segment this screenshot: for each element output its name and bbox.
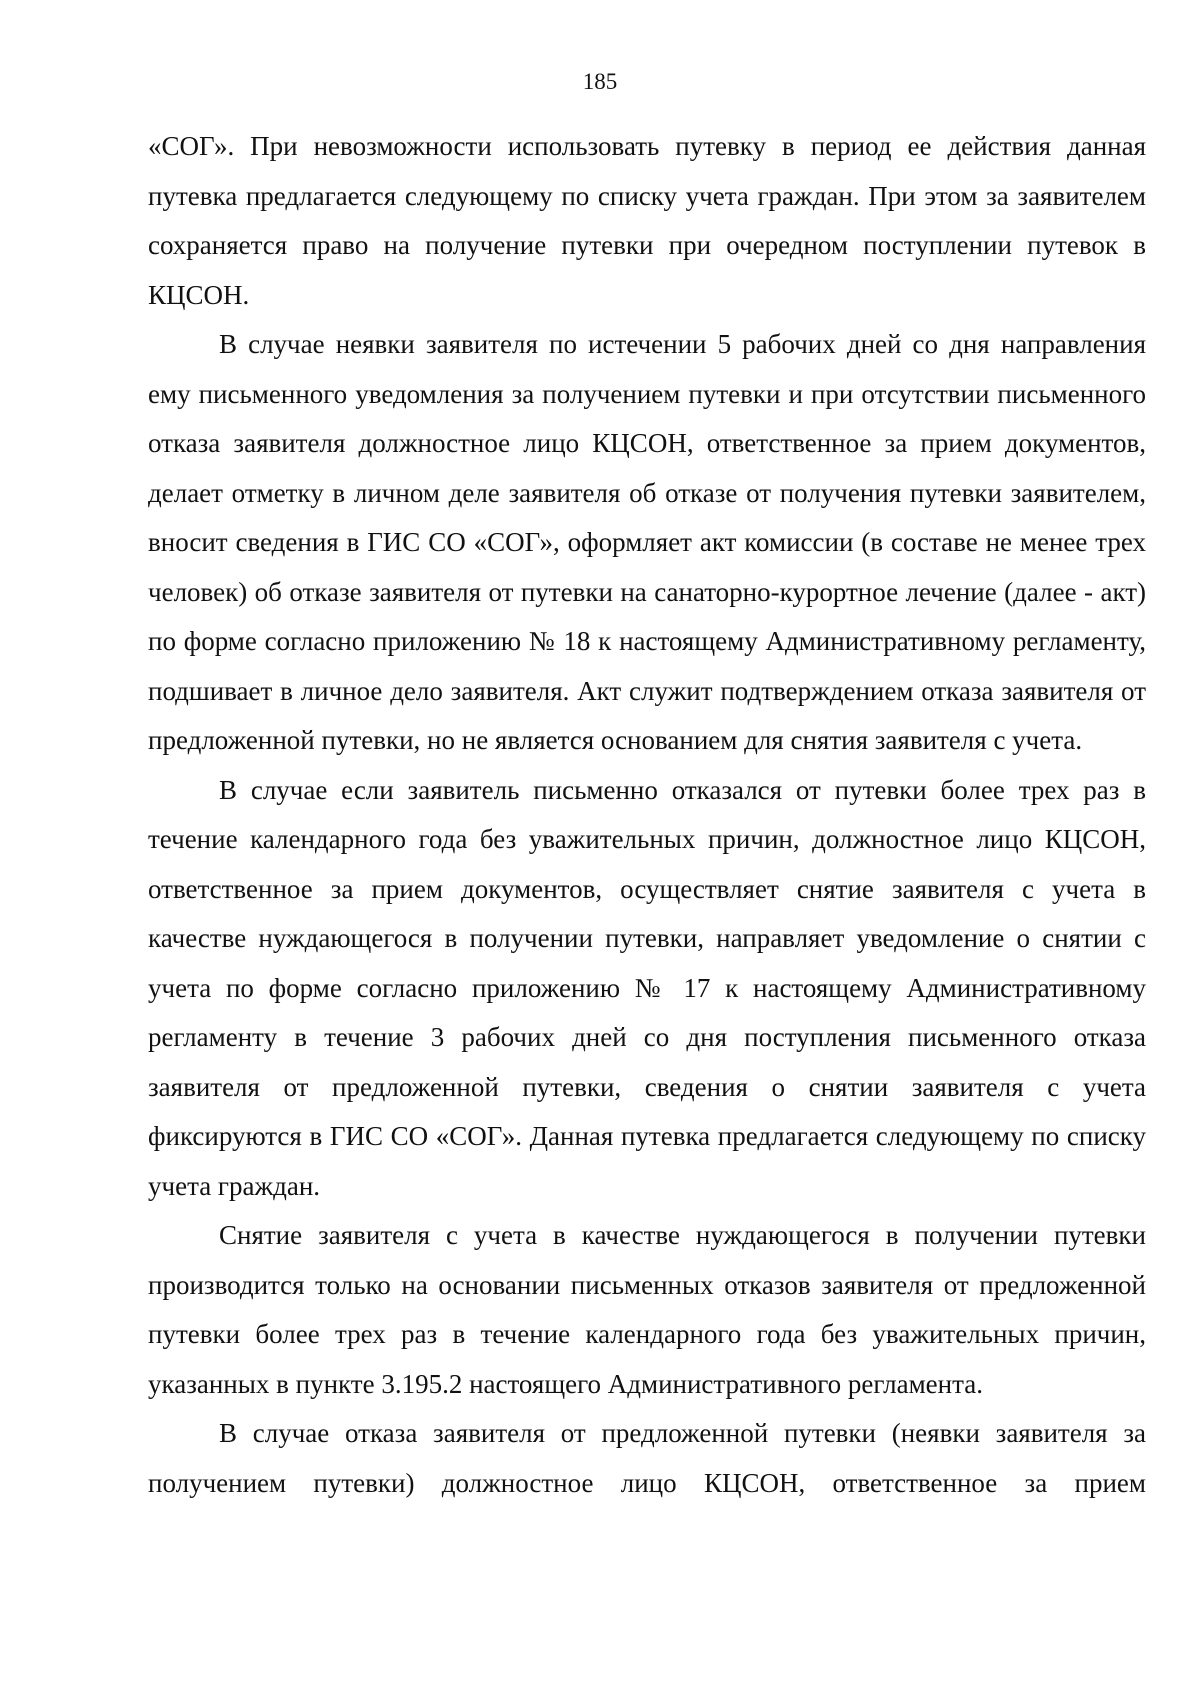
paragraph-continuation: «СОГ». При невозможности использовать путевку в период ее действия данная путевка предлагается следующему по списку учета граждан. При этом за заявителем сохраняется право на получение путевки при очередном поступлении путевок в КЦСОН. xyxy=(148,131,1146,310)
page-number: 185 xyxy=(582,69,618,94)
paragraph-refusal-case: В случае отказа заявителя от предложенной путевки (неявки заявителя за получением путевки) должностное лицо КЦСОН, ответственное за прием xyxy=(148,1418,1146,1498)
paragraph-refusal-removal: В случае если заявитель письменно отказался от путевки более трех раз в течение календарного года без уважительных причин, должностное лицо КЦСОН, ответственное за прием документов, осуществляет снятие заявителя с учета в качестве нуждающегося в получении путевки, направляет уведомление о снятии с учета по форме согласно приложению № 17 к настоящему Административному регламенту в течение 3 рабочих дней со дня поступления письменного отказа заявителя от предложенной путевки, сведения о снятии заявителя с учета фиксируются в ГИС СО «СОГ». Данная путевка предлагается следующему по списку учета граждан. xyxy=(148,774,1146,1201)
paragraph-removal-basis: Снятие заявителя с учета в качестве нуждающегося в получении путевки производится только на основании письменных отказов заявителя от предложенной путевки более трех раз в течение календарного года без уважительных причин, указанных в пункте 3.195.2 настоящего Административного регламента. xyxy=(148,1220,1146,1399)
paragraph-no-show: В случае неявки заявителя по истечении 5 рабочих дней со дня направления ему письменного уведомления за получением путевки и при отсутствии письменного отказа заявителя должностное лицо КЦСОН, ответственное за прием документов, делает отметку в личном деле заявителя об отказе от получения путевки заявителем, вносит сведения в ГИС СО «СОГ», оформляет акт комиссии (в составе не менее трех человек) об отказе заявителя от путевки на санаторно-курортное лечение (далее - акт) по форме согласно приложению № 18 к настоящему Административному регламенту, подшивает в личное дело заявителя. Акт служит подтверждением отказа заявителя от предложенной путевки, но не является основанием для снятия заявителя с учета. xyxy=(148,329,1146,755)
document-body xyxy=(148,122,1146,1508)
